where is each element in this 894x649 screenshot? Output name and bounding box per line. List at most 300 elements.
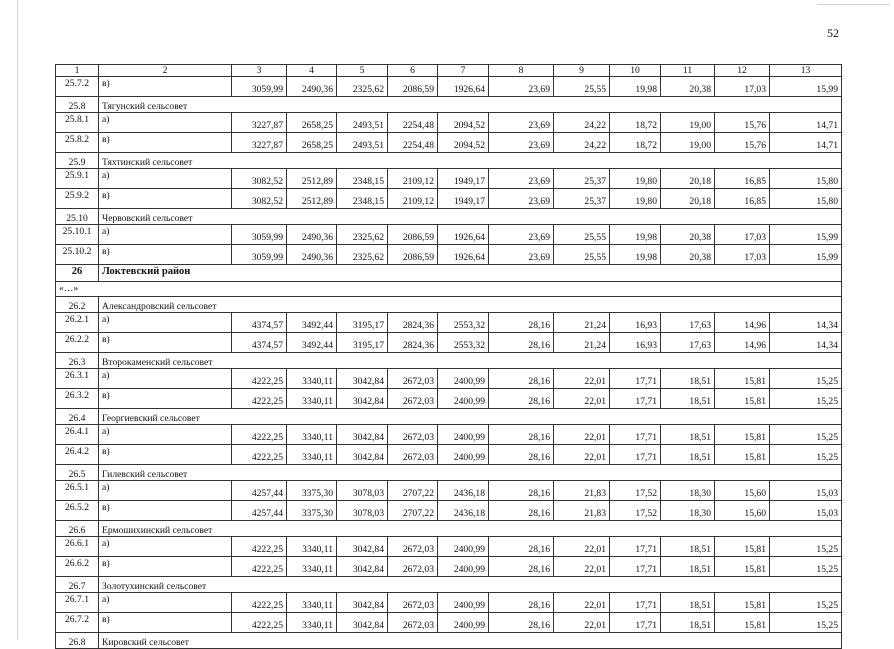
value-cell: 4222,25 [232, 389, 287, 409]
row-label: а) [99, 369, 232, 389]
value-cell: 3082,52 [232, 169, 287, 189]
value-cell: 3195,17 [337, 333, 388, 353]
value-cell: 2086,59 [388, 77, 438, 97]
table-row [56, 445, 842, 465]
table-row [56, 225, 842, 245]
column-number-header: 8 [489, 65, 554, 77]
value-cell: 23,69 [489, 225, 554, 245]
value-cell: 1949,17 [438, 189, 489, 209]
value-cell: 2672,03 [388, 425, 438, 445]
value-cell: 4374,57 [232, 333, 287, 353]
row-code: 25.9.1 [56, 169, 99, 189]
table-row [56, 557, 842, 577]
value-cell: 28,16 [489, 333, 554, 353]
value-cell: 15,60 [715, 501, 770, 521]
value-cell: 2493,51 [337, 133, 388, 153]
row-code: 26.8 [56, 633, 99, 649]
row-label: а) [99, 593, 232, 613]
value-cell: 17,03 [715, 245, 770, 265]
settlement-name: Александровский сельсовет [99, 297, 842, 313]
value-cell: 24,22 [554, 133, 610, 153]
value-cell: 17,63 [661, 313, 715, 333]
value-cell: 14,34 [770, 313, 842, 333]
row-label: а) [99, 425, 232, 445]
column-number-header: 7 [438, 65, 489, 77]
row-label: в) [99, 189, 232, 209]
omission-mark: «…» [56, 282, 842, 297]
value-cell: 18,30 [661, 501, 715, 521]
value-cell: 19,80 [610, 169, 661, 189]
value-cell: 2254,48 [388, 113, 438, 133]
value-cell: 4222,25 [232, 557, 287, 577]
value-cell: 23,69 [489, 189, 554, 209]
row-code: 25.8.2 [56, 133, 99, 153]
value-cell: 28,16 [489, 557, 554, 577]
value-cell: 3059,99 [232, 77, 287, 97]
value-cell: 2348,15 [337, 169, 388, 189]
value-cell: 2094,52 [438, 133, 489, 153]
table-row [56, 169, 842, 189]
value-cell: 2512,89 [287, 169, 337, 189]
row-label: а) [99, 313, 232, 333]
value-cell: 25,55 [554, 77, 610, 97]
row-code: 26.5.1 [56, 481, 99, 501]
value-cell: 15,99 [770, 225, 842, 245]
value-cell: 2672,03 [388, 445, 438, 465]
row-code: 26.7.1 [56, 593, 99, 613]
value-cell: 4222,25 [232, 613, 287, 633]
value-cell: 17,71 [610, 613, 661, 633]
value-cell: 2672,03 [388, 613, 438, 633]
value-cell: 20,18 [661, 169, 715, 189]
page-number: 52 [827, 26, 839, 40]
value-cell: 3195,17 [337, 313, 388, 333]
row-code: 26.4 [56, 409, 99, 425]
value-cell: 17,71 [610, 389, 661, 409]
value-cell: 4222,25 [232, 369, 287, 389]
value-cell: 14,96 [715, 333, 770, 353]
value-cell: 28,16 [489, 501, 554, 521]
column-number-header-row [56, 65, 842, 77]
value-cell: 14,71 [770, 113, 842, 133]
value-cell: 17,71 [610, 425, 661, 445]
value-cell: 3340,11 [287, 537, 337, 557]
value-cell: 2109,12 [388, 169, 438, 189]
row-label: а) [99, 481, 232, 501]
table-row [56, 133, 842, 153]
value-cell: 17,52 [610, 481, 661, 501]
value-cell: 25,55 [554, 245, 610, 265]
value-cell: 1926,64 [438, 77, 489, 97]
value-cell: 2400,99 [438, 445, 489, 465]
row-code: 26.6.2 [56, 557, 99, 577]
value-cell: 19,98 [610, 77, 661, 97]
value-cell: 14,96 [715, 313, 770, 333]
district-row [56, 265, 842, 282]
value-cell: 15,81 [715, 557, 770, 577]
settlement-row [56, 153, 842, 169]
value-cell: 17,63 [661, 333, 715, 353]
value-cell: 3340,11 [287, 445, 337, 465]
value-cell: 25,37 [554, 189, 610, 209]
value-cell: 2086,59 [388, 225, 438, 245]
value-cell: 2400,99 [438, 425, 489, 445]
value-cell: 15,81 [715, 425, 770, 445]
value-cell: 25,55 [554, 225, 610, 245]
value-cell: 3492,44 [287, 333, 337, 353]
settlement-name: Кировский сельсовет [99, 633, 842, 649]
row-code: 25.9 [56, 153, 99, 169]
value-cell: 17,52 [610, 501, 661, 521]
row-label: в) [99, 245, 232, 265]
value-cell: 2553,32 [438, 313, 489, 333]
value-cell: 2672,03 [388, 537, 438, 557]
row-label: в) [99, 133, 232, 153]
value-cell: 15,80 [770, 169, 842, 189]
value-cell: 15,03 [770, 501, 842, 521]
settlement-row [56, 209, 842, 225]
row-code: 26.3.1 [56, 369, 99, 389]
value-cell: 3082,52 [232, 189, 287, 209]
settlement-name: Георгиевский сельсовет [99, 409, 842, 425]
value-cell: 2493,51 [337, 113, 388, 133]
value-cell: 17,03 [715, 225, 770, 245]
settlement-name: Гилевский сельсовет [99, 465, 842, 481]
settlement-name: Золотухинский сельсовет [99, 577, 842, 593]
row-code: 25.7.2 [56, 77, 99, 97]
value-cell: 22,01 [554, 445, 610, 465]
value-cell: 20,18 [661, 189, 715, 209]
value-cell: 2490,36 [287, 225, 337, 245]
value-cell: 1949,17 [438, 169, 489, 189]
row-code: 26 [56, 265, 99, 282]
table-row [56, 593, 842, 613]
value-cell: 15,76 [715, 113, 770, 133]
value-cell: 15,25 [770, 593, 842, 613]
table-row [56, 613, 842, 633]
value-cell: 28,16 [489, 593, 554, 613]
table-row [56, 245, 842, 265]
value-cell: 15,60 [715, 481, 770, 501]
row-label: в) [99, 333, 232, 353]
settlement-row [56, 409, 842, 425]
value-cell: 2658,25 [287, 133, 337, 153]
value-cell: 3042,84 [337, 389, 388, 409]
settlement-row [56, 465, 842, 481]
value-cell: 2086,59 [388, 245, 438, 265]
value-cell: 17,71 [610, 593, 661, 613]
tariff-table [55, 64, 842, 649]
value-cell: 17,71 [610, 537, 661, 557]
value-cell: 28,16 [489, 313, 554, 333]
value-cell: 2400,99 [438, 389, 489, 409]
value-cell: 15,25 [770, 425, 842, 445]
value-cell: 23,69 [489, 77, 554, 97]
row-label: а) [99, 113, 232, 133]
value-cell: 18,51 [661, 369, 715, 389]
column-number-header: 6 [388, 65, 438, 77]
settlement-row [56, 353, 842, 369]
value-cell: 14,71 [770, 133, 842, 153]
value-cell: 2400,99 [438, 537, 489, 557]
settlement-row [56, 297, 842, 313]
value-cell: 4222,25 [232, 537, 287, 557]
table-row [56, 389, 842, 409]
settlement-row [56, 633, 842, 649]
table-body [56, 65, 842, 649]
value-cell: 17,71 [610, 445, 661, 465]
value-cell: 28,16 [489, 445, 554, 465]
value-cell: 21,24 [554, 333, 610, 353]
column-number-header: 5 [337, 65, 388, 77]
value-cell: 22,01 [554, 369, 610, 389]
row-label: в) [99, 77, 232, 97]
value-cell: 18,51 [661, 537, 715, 557]
value-cell: 28,16 [489, 613, 554, 633]
value-cell: 1926,64 [438, 245, 489, 265]
value-cell: 2672,03 [388, 593, 438, 613]
column-number-header: 4 [287, 65, 337, 77]
settlement-row [56, 521, 842, 537]
omission-row [56, 282, 842, 297]
table-row [56, 537, 842, 557]
value-cell: 22,01 [554, 613, 610, 633]
value-cell: 15,25 [770, 445, 842, 465]
value-cell: 3340,11 [287, 557, 337, 577]
value-cell: 2707,22 [388, 481, 438, 501]
value-cell: 19,00 [661, 133, 715, 153]
value-cell: 15,25 [770, 557, 842, 577]
value-cell: 2400,99 [438, 369, 489, 389]
value-cell: 3042,84 [337, 557, 388, 577]
value-cell: 3042,84 [337, 537, 388, 557]
value-cell: 3042,84 [337, 425, 388, 445]
column-number-header: 3 [232, 65, 287, 77]
value-cell: 4257,44 [232, 501, 287, 521]
value-cell: 3059,99 [232, 245, 287, 265]
row-code: 26.7.2 [56, 613, 99, 633]
row-code: 25.8 [56, 97, 99, 113]
district-name: Локтевский район [99, 265, 842, 282]
value-cell: 15,81 [715, 369, 770, 389]
value-cell: 2094,52 [438, 113, 489, 133]
row-label: а) [99, 225, 232, 245]
value-cell: 3042,84 [337, 593, 388, 613]
value-cell: 3340,11 [287, 613, 337, 633]
value-cell: 18,51 [661, 425, 715, 445]
value-cell: 3375,30 [287, 481, 337, 501]
value-cell: 3042,84 [337, 445, 388, 465]
value-cell: 15,80 [770, 189, 842, 209]
value-cell: 2490,36 [287, 245, 337, 265]
value-cell: 15,81 [715, 537, 770, 557]
value-cell: 28,16 [489, 537, 554, 557]
value-cell: 22,01 [554, 389, 610, 409]
value-cell: 2325,62 [337, 77, 388, 97]
value-cell: 3042,84 [337, 613, 388, 633]
settlement-name: Червовский сельсовет [99, 209, 842, 225]
value-cell: 17,03 [715, 77, 770, 97]
value-cell: 20,38 [661, 245, 715, 265]
settlement-name: Тяхтинский сельсовет [99, 153, 842, 169]
row-code: 25.10 [56, 209, 99, 225]
value-cell: 15,76 [715, 133, 770, 153]
value-cell: 18,51 [661, 445, 715, 465]
column-number-header: 2 [99, 65, 232, 77]
value-cell: 18,51 [661, 389, 715, 409]
column-number-header: 9 [554, 65, 610, 77]
value-cell: 15,81 [715, 445, 770, 465]
value-cell: 15,25 [770, 613, 842, 633]
value-cell: 2553,32 [438, 333, 489, 353]
row-code: 26.4.1 [56, 425, 99, 445]
settlement-row [56, 577, 842, 593]
value-cell: 2672,03 [388, 557, 438, 577]
value-cell: 3340,11 [287, 593, 337, 613]
value-cell: 2400,99 [438, 557, 489, 577]
row-label: а) [99, 537, 232, 557]
value-cell: 28,16 [489, 481, 554, 501]
table-row [56, 189, 842, 209]
value-cell: 18,30 [661, 481, 715, 501]
value-cell: 21,83 [554, 481, 610, 501]
column-number-header: 1 [56, 65, 99, 77]
value-cell: 2672,03 [388, 369, 438, 389]
value-cell: 28,16 [489, 389, 554, 409]
value-cell: 3340,11 [287, 425, 337, 445]
value-cell: 2824,36 [388, 333, 438, 353]
value-cell: 22,01 [554, 537, 610, 557]
scan-corner-mark [818, 4, 890, 5]
row-code: 26.3 [56, 353, 99, 369]
value-cell: 2109,12 [388, 189, 438, 209]
value-cell: 15,25 [770, 537, 842, 557]
row-label: а) [99, 169, 232, 189]
value-cell: 15,99 [770, 77, 842, 97]
row-code: 26.6.1 [56, 537, 99, 557]
value-cell: 2436,18 [438, 501, 489, 521]
value-cell: 3227,87 [232, 133, 287, 153]
value-cell: 3340,11 [287, 389, 337, 409]
value-cell: 15,03 [770, 481, 842, 501]
value-cell: 19,98 [610, 225, 661, 245]
settlement-name: Ермошихинский сельсовет [99, 521, 842, 537]
value-cell: 15,25 [770, 369, 842, 389]
value-cell: 2325,62 [337, 245, 388, 265]
value-cell: 28,16 [489, 369, 554, 389]
value-cell: 23,69 [489, 245, 554, 265]
column-number-header: 13 [770, 65, 842, 77]
row-code: 25.9.2 [56, 189, 99, 209]
value-cell: 16,85 [715, 169, 770, 189]
value-cell: 18,72 [610, 113, 661, 133]
row-code: 26.6 [56, 521, 99, 537]
value-cell: 16,93 [610, 313, 661, 333]
value-cell: 3340,11 [287, 369, 337, 389]
value-cell: 3059,99 [232, 225, 287, 245]
value-cell: 22,01 [554, 557, 610, 577]
value-cell: 2400,99 [438, 593, 489, 613]
value-cell: 3227,87 [232, 113, 287, 133]
value-cell: 2436,18 [438, 481, 489, 501]
value-cell: 19,80 [610, 189, 661, 209]
value-cell: 4374,57 [232, 313, 287, 333]
value-cell: 2254,48 [388, 133, 438, 153]
value-cell: 17,71 [610, 557, 661, 577]
settlement-row [56, 97, 842, 113]
row-code: 26.5.2 [56, 501, 99, 521]
value-cell: 3492,44 [287, 313, 337, 333]
value-cell: 3042,84 [337, 369, 388, 389]
value-cell: 18,72 [610, 133, 661, 153]
value-cell: 4222,25 [232, 593, 287, 613]
value-cell: 3078,03 [337, 481, 388, 501]
value-cell: 2512,89 [287, 189, 337, 209]
table-row [56, 113, 842, 133]
value-cell: 3078,03 [337, 501, 388, 521]
value-cell: 4222,25 [232, 425, 287, 445]
row-code: 26.2 [56, 297, 99, 313]
row-code: 25.10.1 [56, 225, 99, 245]
value-cell: 2325,62 [337, 225, 388, 245]
row-code: 26.5 [56, 465, 99, 481]
value-cell: 23,69 [489, 169, 554, 189]
value-cell: 18,51 [661, 613, 715, 633]
value-cell: 2707,22 [388, 501, 438, 521]
value-cell: 2658,25 [287, 113, 337, 133]
value-cell: 4257,44 [232, 481, 287, 501]
value-cell: 22,01 [554, 593, 610, 613]
value-cell: 2824,36 [388, 313, 438, 333]
value-cell: 14,34 [770, 333, 842, 353]
value-cell: 15,25 [770, 389, 842, 409]
column-number-header: 12 [715, 65, 770, 77]
value-cell: 4222,25 [232, 445, 287, 465]
value-cell: 16,93 [610, 333, 661, 353]
row-code: 26.7 [56, 577, 99, 593]
value-cell: 19,98 [610, 245, 661, 265]
value-cell: 21,24 [554, 313, 610, 333]
row-code: 26.4.2 [56, 445, 99, 465]
value-cell: 18,51 [661, 593, 715, 613]
value-cell: 23,69 [489, 113, 554, 133]
value-cell: 2400,99 [438, 613, 489, 633]
value-cell: 1926,64 [438, 225, 489, 245]
value-cell: 15,81 [715, 613, 770, 633]
value-cell: 2490,36 [287, 77, 337, 97]
value-cell: 24,22 [554, 113, 610, 133]
column-number-header: 11 [661, 65, 715, 77]
value-cell: 28,16 [489, 425, 554, 445]
value-cell: 20,38 [661, 225, 715, 245]
value-cell: 15,81 [715, 593, 770, 613]
value-cell: 25,37 [554, 169, 610, 189]
row-code: 26.2.1 [56, 313, 99, 333]
table-row [56, 77, 842, 97]
row-code: 25.10.2 [56, 245, 99, 265]
row-code: 26.3.2 [56, 389, 99, 409]
table-row [56, 481, 842, 501]
value-cell: 22,01 [554, 425, 610, 445]
value-cell: 18,51 [661, 557, 715, 577]
row-label: в) [99, 557, 232, 577]
row-label: в) [99, 613, 232, 633]
table-row [56, 313, 842, 333]
scan-edge-line [17, 0, 18, 640]
row-label: в) [99, 389, 232, 409]
value-cell: 3375,30 [287, 501, 337, 521]
settlement-name: Тягунский сельсовет [99, 97, 842, 113]
